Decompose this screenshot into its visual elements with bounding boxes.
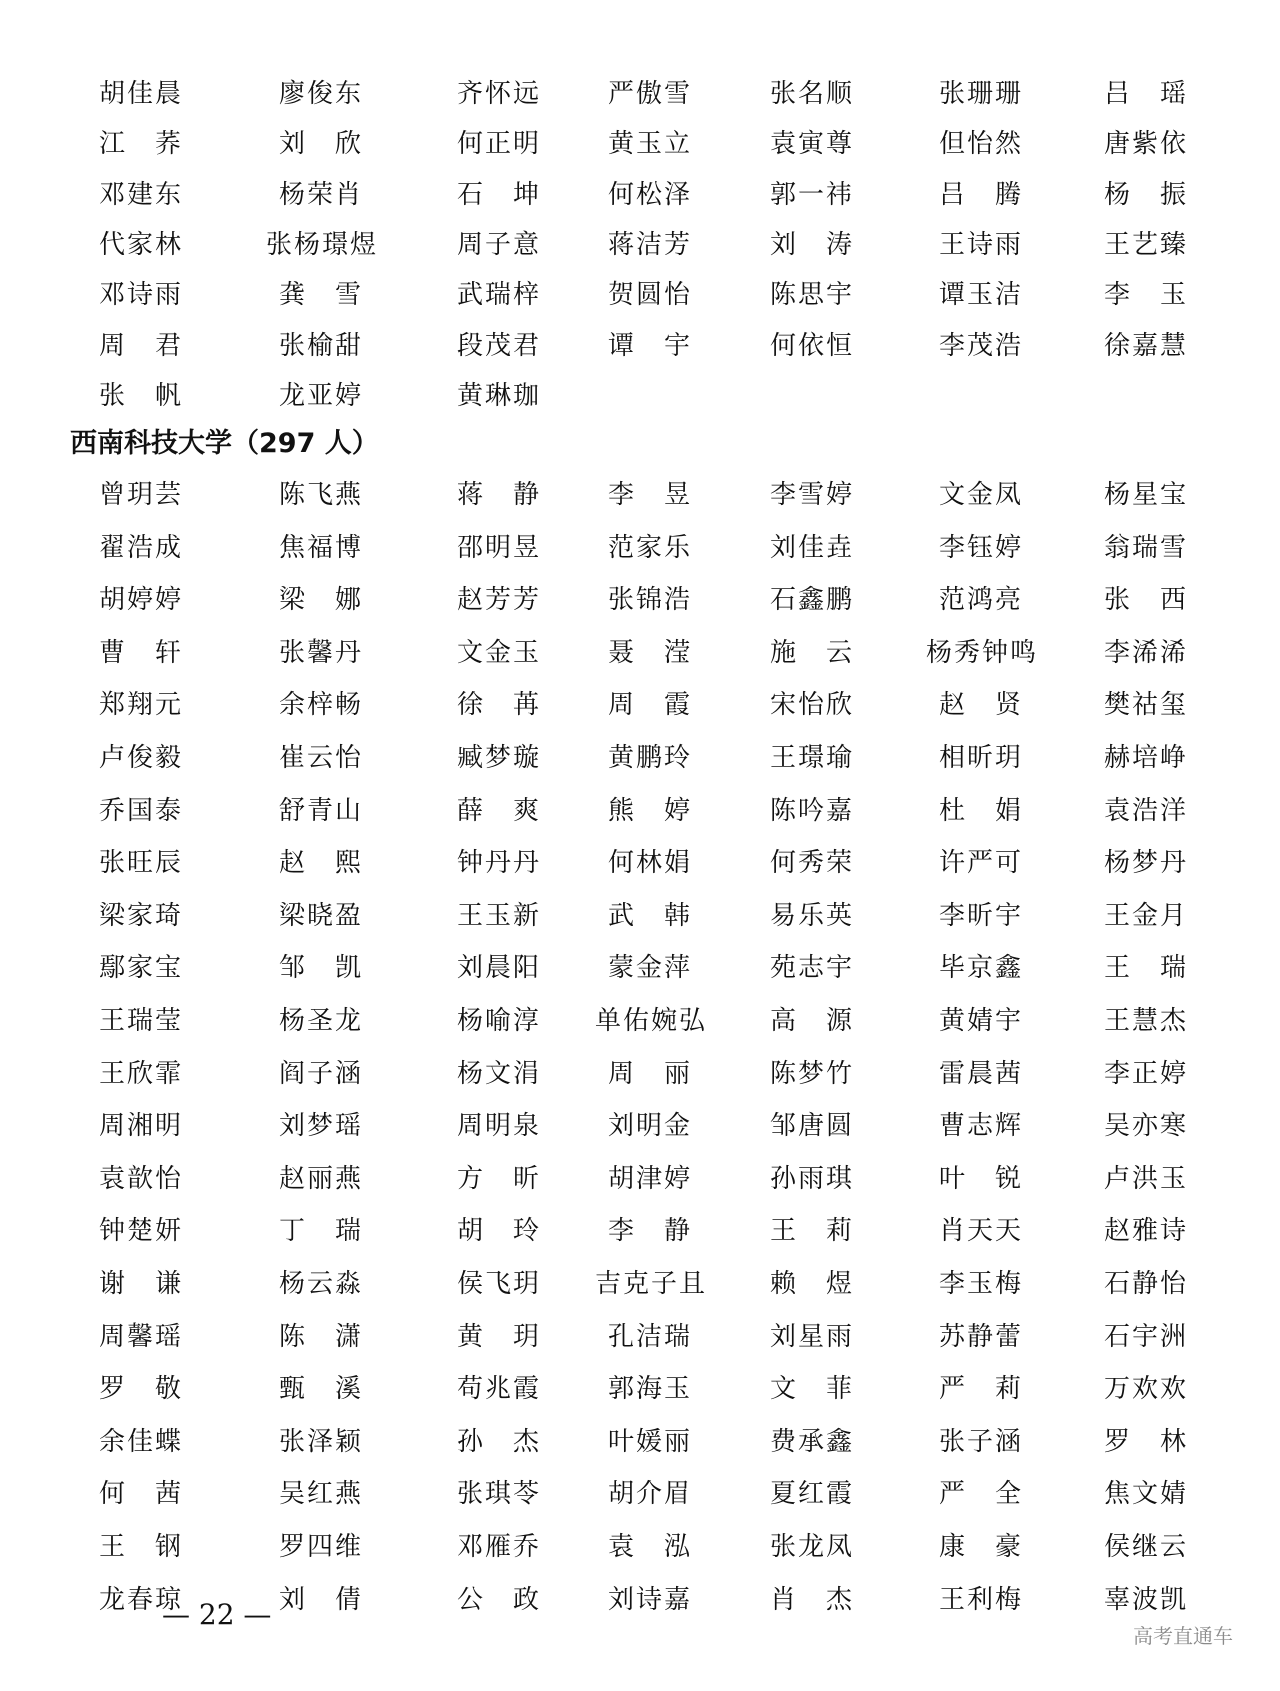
name-cell: 袁泓 (608, 1532, 690, 1562)
name-cell: 武韩 (608, 900, 690, 931)
name-cell: 张馨丹 (279, 637, 361, 668)
name-cell: 邹凯 (279, 953, 361, 984)
name-cell: 严全 (939, 1479, 1021, 1510)
name-cell: 赵贤 (939, 690, 1021, 721)
name-cell: 张龙凤 (770, 1532, 852, 1562)
name-cell: 易乐英 (770, 900, 852, 931)
name-cell: 李雪婷 (770, 480, 852, 510)
name-cell: 王瑞 (1104, 953, 1186, 984)
name-cell: 张锦浩 (608, 585, 690, 616)
name-cell: 杨振 (1104, 179, 1186, 210)
name-cell: 张琪苓 (457, 1479, 539, 1510)
name-cell: 周君 (99, 330, 181, 361)
name-cell: 黄婧宇 (939, 1006, 1021, 1036)
name-cell: 徐苒 (457, 690, 539, 721)
name-cell: 梁娜 (279, 585, 361, 616)
name-cell: 王璟瑜 (770, 743, 852, 773)
name-cell: 李静 (608, 1216, 690, 1247)
name-cell: 石静怡 (1104, 1269, 1186, 1299)
name-cell: 卢俊毅 (99, 743, 181, 773)
name-cell: 吴红燕 (279, 1479, 361, 1510)
name-cell: 单佑婉弘 (595, 1006, 705, 1036)
name-cell: 李昕宇 (939, 900, 1021, 931)
name-cell: 樊祜玺 (1104, 690, 1186, 721)
name-cell: 吕腾 (939, 179, 1021, 210)
name-cell: 郭海玉 (608, 1374, 690, 1405)
name-cell: 王莉 (770, 1216, 852, 1247)
name-cell: 李钰婷 (939, 532, 1021, 563)
name-cell: 王欣霏 (99, 1058, 181, 1089)
name-cell: 何林娟 (608, 848, 690, 879)
name-cell: 段茂君 (457, 330, 539, 361)
name-cell: 罗林 (1104, 1426, 1186, 1457)
name-cell: 徐嘉慧 (1104, 330, 1186, 361)
name-cell: 王金月 (1104, 900, 1186, 931)
name-cell: 黄鹏玲 (608, 743, 690, 773)
name-cell: 陈思宇 (770, 280, 852, 311)
name-cell: 薛爽 (457, 795, 539, 826)
name-cell: 胡玲 (457, 1216, 539, 1247)
name-cell: 苟兆霞 (457, 1374, 539, 1405)
name-cell: 翁瑞雪 (1104, 532, 1186, 563)
name-cell: 张西 (1104, 585, 1186, 616)
name-cell: 余佳蝶 (99, 1426, 181, 1457)
name-cell: 焦福博 (279, 532, 361, 563)
name-cell: 李昱 (608, 480, 690, 510)
name-cell: 陈飞燕 (279, 480, 361, 510)
name-cell: 石坤 (457, 179, 539, 210)
name-cell: 余梓畅 (279, 690, 361, 721)
name-cell: 周馨瑶 (99, 1321, 181, 1352)
name-cell: 甄溪 (279, 1374, 361, 1405)
name-cell: 刘诗嘉 (608, 1584, 690, 1615)
name-cell: 罗四维 (279, 1532, 361, 1562)
name-cell: 王钢 (99, 1532, 181, 1562)
name-cell: 黄琳珈 (457, 380, 539, 411)
name-cell: 刘梦瑶 (279, 1111, 361, 1142)
name-cell: 贺圆怡 (608, 280, 690, 311)
name-cell: 刘佳垚 (770, 532, 852, 563)
name-cell: 范家乐 (608, 532, 690, 563)
name-cell: 李玉梅 (939, 1269, 1021, 1299)
name-cell: 龚雪 (279, 280, 361, 311)
name-cell: 梁晓盈 (279, 900, 361, 931)
name-cell: 江荞 (99, 129, 181, 160)
name-cell: 许严可 (939, 848, 1021, 879)
name-cell: 夏红霞 (770, 1479, 852, 1510)
name-cell: 康豪 (939, 1532, 1021, 1562)
name-cell: 张泽颖 (279, 1426, 361, 1457)
name-cell: 郑翔元 (99, 690, 181, 721)
name-cell: 胡婷婷 (99, 585, 181, 616)
name-cell: 杨文涓 (457, 1058, 539, 1089)
name-cell: 王瑞莹 (99, 1006, 181, 1036)
name-cell: 唐紫依 (1104, 129, 1186, 160)
name-cell: 陈潇 (279, 1321, 361, 1352)
name-cell: 杨梦丹 (1104, 848, 1186, 879)
name-cell: 赫培峥 (1104, 743, 1186, 773)
name-cell: 代家林 (99, 229, 181, 260)
name-cell: 胡津婷 (608, 1163, 690, 1194)
name-cell: 刘涛 (770, 229, 852, 260)
name-cell: 郭一祎 (770, 179, 852, 210)
name-cell: 曹志辉 (939, 1111, 1021, 1142)
name-cell: 陈梦竹 (770, 1058, 852, 1089)
name-cell: 刘欣 (279, 129, 361, 160)
name-cell: 邹唐圆 (770, 1111, 852, 1142)
name-cell: 邓诗雨 (99, 280, 181, 311)
name-cell: 文菲 (770, 1374, 852, 1405)
name-cell: 龙春琼 (99, 1584, 181, 1615)
name-cell: 宋怡欣 (770, 690, 852, 721)
name-cell: 梁家琦 (99, 900, 181, 931)
name-cell: 蒋洁芳 (608, 229, 690, 260)
name-cell: 王艺臻 (1104, 229, 1186, 260)
name-cell: 范鸿亮 (939, 585, 1021, 616)
name-cell: 邓雁乔 (457, 1532, 539, 1562)
name-cell: 张帆 (99, 380, 181, 411)
name-cell: 廖俊东 (279, 79, 361, 109)
name-cell: 叶锐 (939, 1163, 1021, 1194)
name-cell: 周明泉 (457, 1111, 539, 1142)
name-cell: 张杨璟煜 (266, 229, 376, 260)
name-cell: 阎子涵 (279, 1058, 361, 1089)
name-cell: 袁寅尊 (770, 129, 852, 160)
name-cell: 胡佳晨 (99, 79, 181, 109)
name-cell: 毕京鑫 (939, 953, 1021, 984)
watermark: 高考直通车 (1133, 1624, 1233, 1648)
name-cell: 谢谦 (99, 1269, 181, 1299)
name-cell: 高源 (770, 1006, 852, 1036)
name-cell: 周霞 (608, 690, 690, 721)
name-cell: 刘晨阳 (457, 953, 539, 984)
name-cell: 聂滢 (608, 637, 690, 668)
name-cell: 张子涵 (939, 1426, 1021, 1457)
name-cell: 赵芳芳 (457, 585, 539, 616)
name-cell: 张名顺 (770, 79, 852, 109)
name-cell: 孔洁瑞 (608, 1321, 690, 1352)
name-cell: 杨秀钟鸣 (926, 637, 1036, 668)
name-cell: 严傲雪 (608, 79, 690, 109)
name-cell: 杨星宝 (1104, 480, 1186, 510)
name-cell: 吕瑶 (1104, 79, 1186, 109)
name-cell: 苑志宇 (770, 953, 852, 984)
name-cell: 杨圣龙 (279, 1006, 361, 1036)
name-cell: 何正明 (457, 129, 539, 160)
name-cell: 陈吟嘉 (770, 795, 852, 826)
name-cell: 方昕 (457, 1163, 539, 1194)
name-cell: 刘星雨 (770, 1321, 852, 1352)
name-cell: 赵熙 (279, 848, 361, 879)
name-cell: 何松泽 (608, 179, 690, 210)
name-cell: 周湘明 (99, 1111, 181, 1142)
name-cell: 龙亚婷 (279, 380, 361, 411)
name-cell: 翟浩成 (99, 532, 181, 563)
name-cell: 鄢家宝 (99, 953, 181, 984)
name-cell: 罗敬 (99, 1374, 181, 1405)
name-cell: 何茜 (99, 1479, 181, 1510)
name-cell: 辜波凯 (1104, 1584, 1186, 1615)
name-cell: 刘倩 (279, 1584, 361, 1615)
name-cell: 何秀荣 (770, 848, 852, 879)
name-cell: 臧梦璇 (457, 743, 539, 773)
name-cell: 武瑞梓 (457, 280, 539, 311)
name-cell: 周子意 (457, 229, 539, 260)
name-cell: 李茂浩 (939, 330, 1021, 361)
name-cell: 胡介眉 (608, 1479, 690, 1510)
name-cell: 石鑫鹏 (770, 585, 852, 616)
name-cell: 张旺辰 (99, 848, 181, 879)
name-cell: 李玉 (1104, 280, 1186, 311)
section-heading: 西南科技大学（297 人） (70, 428, 379, 459)
name-cell: 李浠浠 (1104, 637, 1186, 668)
name-cell: 蒙金萍 (608, 953, 690, 984)
name-cell: 王玉新 (457, 900, 539, 931)
name-cell: 费承鑫 (770, 1426, 852, 1457)
name-cell: 焦文婧 (1104, 1479, 1186, 1510)
name-cell: 邵明昱 (457, 532, 539, 563)
name-cell: 文金玉 (457, 637, 539, 668)
name-cell: 何依恒 (770, 330, 852, 361)
name-cell: 肖天天 (939, 1216, 1021, 1247)
name-cell: 杨喻淳 (457, 1006, 539, 1036)
name-cell: 孙雨琪 (770, 1163, 852, 1194)
name-cell: 熊婷 (608, 795, 690, 826)
name-cell: 谭宇 (608, 330, 690, 361)
name-cell: 吉克子且 (595, 1269, 705, 1299)
name-cell: 雷晨茜 (939, 1058, 1021, 1089)
name-cell: 曾玥芸 (99, 480, 181, 510)
name-cell: 李正婷 (1104, 1058, 1186, 1089)
name-cell: 周丽 (608, 1058, 690, 1089)
name-cell: 赖煜 (770, 1269, 852, 1299)
page-number: — 22 — (162, 1598, 272, 1631)
name-cell: 杜娟 (939, 795, 1021, 826)
name-cell: 袁歆怡 (99, 1163, 181, 1194)
name-cell: 石宇洲 (1104, 1321, 1186, 1352)
name-cell: 张珊珊 (939, 79, 1021, 109)
name-cell: 苏静蕾 (939, 1321, 1021, 1352)
name-cell: 丁瑞 (279, 1216, 361, 1247)
name-cell: 赵雅诗 (1104, 1216, 1186, 1247)
name-cell: 王利梅 (939, 1584, 1021, 1615)
name-cell: 乔国泰 (99, 795, 181, 826)
name-cell: 肖杰 (770, 1584, 852, 1615)
name-cell: 王诗雨 (939, 229, 1021, 260)
name-cell: 但怡然 (939, 129, 1021, 160)
name-cell: 相昕玥 (939, 743, 1021, 773)
name-cell: 杨荣肖 (279, 179, 361, 210)
name-cell: 万欢欢 (1104, 1374, 1186, 1405)
name-cell: 赵丽燕 (279, 1163, 361, 1194)
name-cell: 侯飞玥 (457, 1269, 539, 1299)
name-cell: 杨云淼 (279, 1269, 361, 1299)
name-cell: 吴亦寒 (1104, 1111, 1186, 1142)
name-cell: 刘明金 (608, 1111, 690, 1142)
name-cell: 叶媛丽 (608, 1426, 690, 1457)
name-cell: 孙杰 (457, 1426, 539, 1457)
name-cell: 文金凤 (939, 480, 1021, 510)
name-cell: 齐怀远 (457, 79, 539, 109)
name-cell: 崔云怡 (279, 743, 361, 773)
name-cell: 公政 (457, 1584, 539, 1615)
name-cell: 王慧杰 (1104, 1006, 1186, 1036)
name-cell: 张榆甜 (279, 330, 361, 361)
name-cell: 黄玉立 (608, 129, 690, 160)
name-cell: 黄玥 (457, 1321, 539, 1352)
name-cell: 邓建东 (99, 179, 181, 210)
name-cell: 谭玉洁 (939, 280, 1021, 311)
name-cell: 卢洪玉 (1104, 1163, 1186, 1194)
name-cell: 蒋静 (457, 480, 539, 510)
name-cell: 严莉 (939, 1374, 1021, 1405)
name-cell: 施云 (770, 637, 852, 668)
name-cell: 舒青山 (279, 795, 361, 826)
name-cell: 侯继云 (1104, 1532, 1186, 1562)
name-cell: 袁浩洋 (1104, 795, 1186, 826)
name-cell: 曹轩 (99, 637, 181, 668)
name-cell: 钟丹丹 (457, 848, 539, 879)
name-cell: 钟楚妍 (99, 1216, 181, 1247)
